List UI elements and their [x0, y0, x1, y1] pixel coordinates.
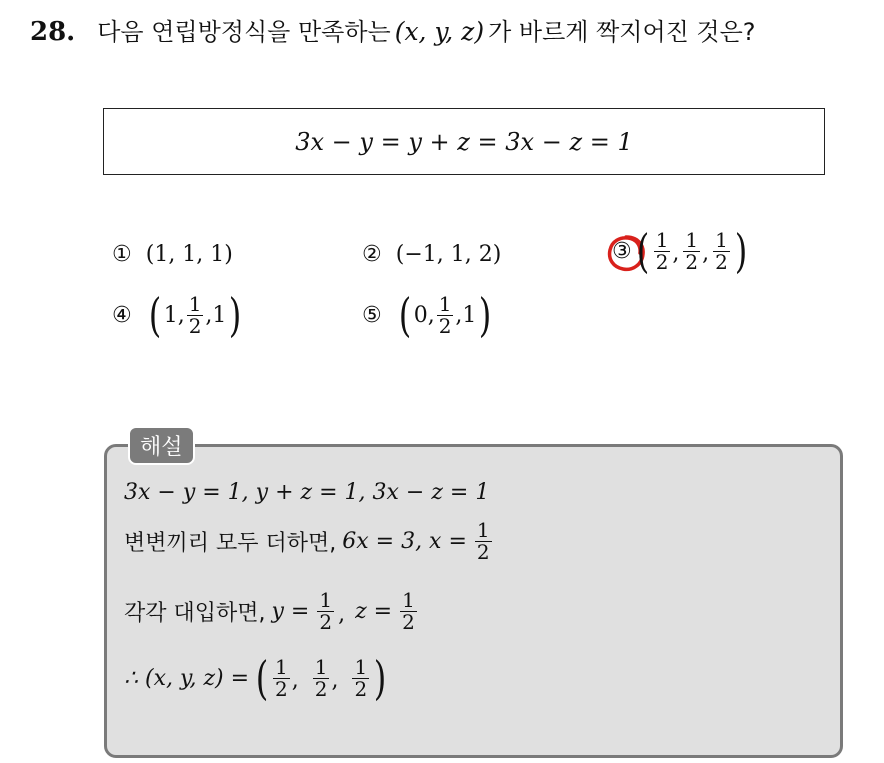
- solution-line-2: 변변끼리 모두 더하면, 6x = 3, x = $\frac{1}{2}$: [124, 518, 490, 564]
- equation-text: 3x − y = y + z = 3x − z = 1: [295, 127, 633, 156]
- solution-line-3: 각각 대입하면, y = $\frac{1}{2}$ , z = $\frac{1}{2}$: [124, 588, 415, 634]
- choice-2[interactable]: [362, 242, 501, 267]
- fraction: $\frac{1}{2}$: [655, 227, 669, 274]
- choice-4[interactable]: ④ ( 1 , $\frac{1}{2}$ , 1 ): [112, 288, 242, 342]
- solution-line-1: 3x − y = 1, y + z = 1, 3x − z = 1: [124, 480, 490, 505]
- choice-number: ③: [612, 238, 632, 264]
- fraction: $\frac{1}{2}$: [188, 291, 202, 338]
- question-number: 28.: [30, 17, 76, 47]
- fraction: $\frac{1}{2}$: [314, 654, 328, 701]
- fraction: $\frac{1}{2}$: [685, 227, 699, 274]
- choice-number: ④: [112, 302, 132, 328]
- choice-number: ⑤: [362, 302, 382, 328]
- fraction: $\frac{1}{2}$: [476, 518, 490, 564]
- question: [30, 12, 756, 47]
- choice-5[interactable]: ⑤ ( 0 , $\frac{1}{2}$ , 1 ): [362, 288, 492, 342]
- solution-line-4: ∴ (x, y, z) = ( $\frac{1}{2}$ , $\frac{1}{2}$ , $\frac{1}{2}$ ): [124, 651, 387, 705]
- choice-number: ②: [362, 242, 382, 267]
- choice-number: ①: [112, 242, 132, 267]
- question-text: 다음 연립방정식을 만족하는: [97, 18, 391, 46]
- equation-box: [103, 108, 825, 175]
- solution-tag: 해설: [128, 426, 195, 465]
- fraction: $\frac{1}{2}$: [319, 588, 333, 634]
- choice-3[interactable]: ③ ( $\frac{1}{2}$ , $\frac{1}{2}$ , $\frac{1}{2}$ ): [612, 224, 748, 278]
- question-variables: (x, y, z): [394, 17, 485, 46]
- choice-1[interactable]: [112, 242, 233, 267]
- choice-text: (−1, 1, 2): [395, 242, 502, 267]
- fraction: $\frac{1}{2}$: [715, 227, 728, 274]
- fraction: $\frac{1}{2}$: [438, 291, 452, 338]
- choice-text: (1, 1, 1): [145, 242, 233, 267]
- fraction: $\frac{1}{2}$: [275, 654, 288, 701]
- fraction: $\frac{1}{2}$: [354, 654, 368, 701]
- question-text-end: 가 바르게 짝지어진 것은?: [488, 18, 756, 46]
- fraction: $\frac{1}{2}$: [402, 588, 415, 634]
